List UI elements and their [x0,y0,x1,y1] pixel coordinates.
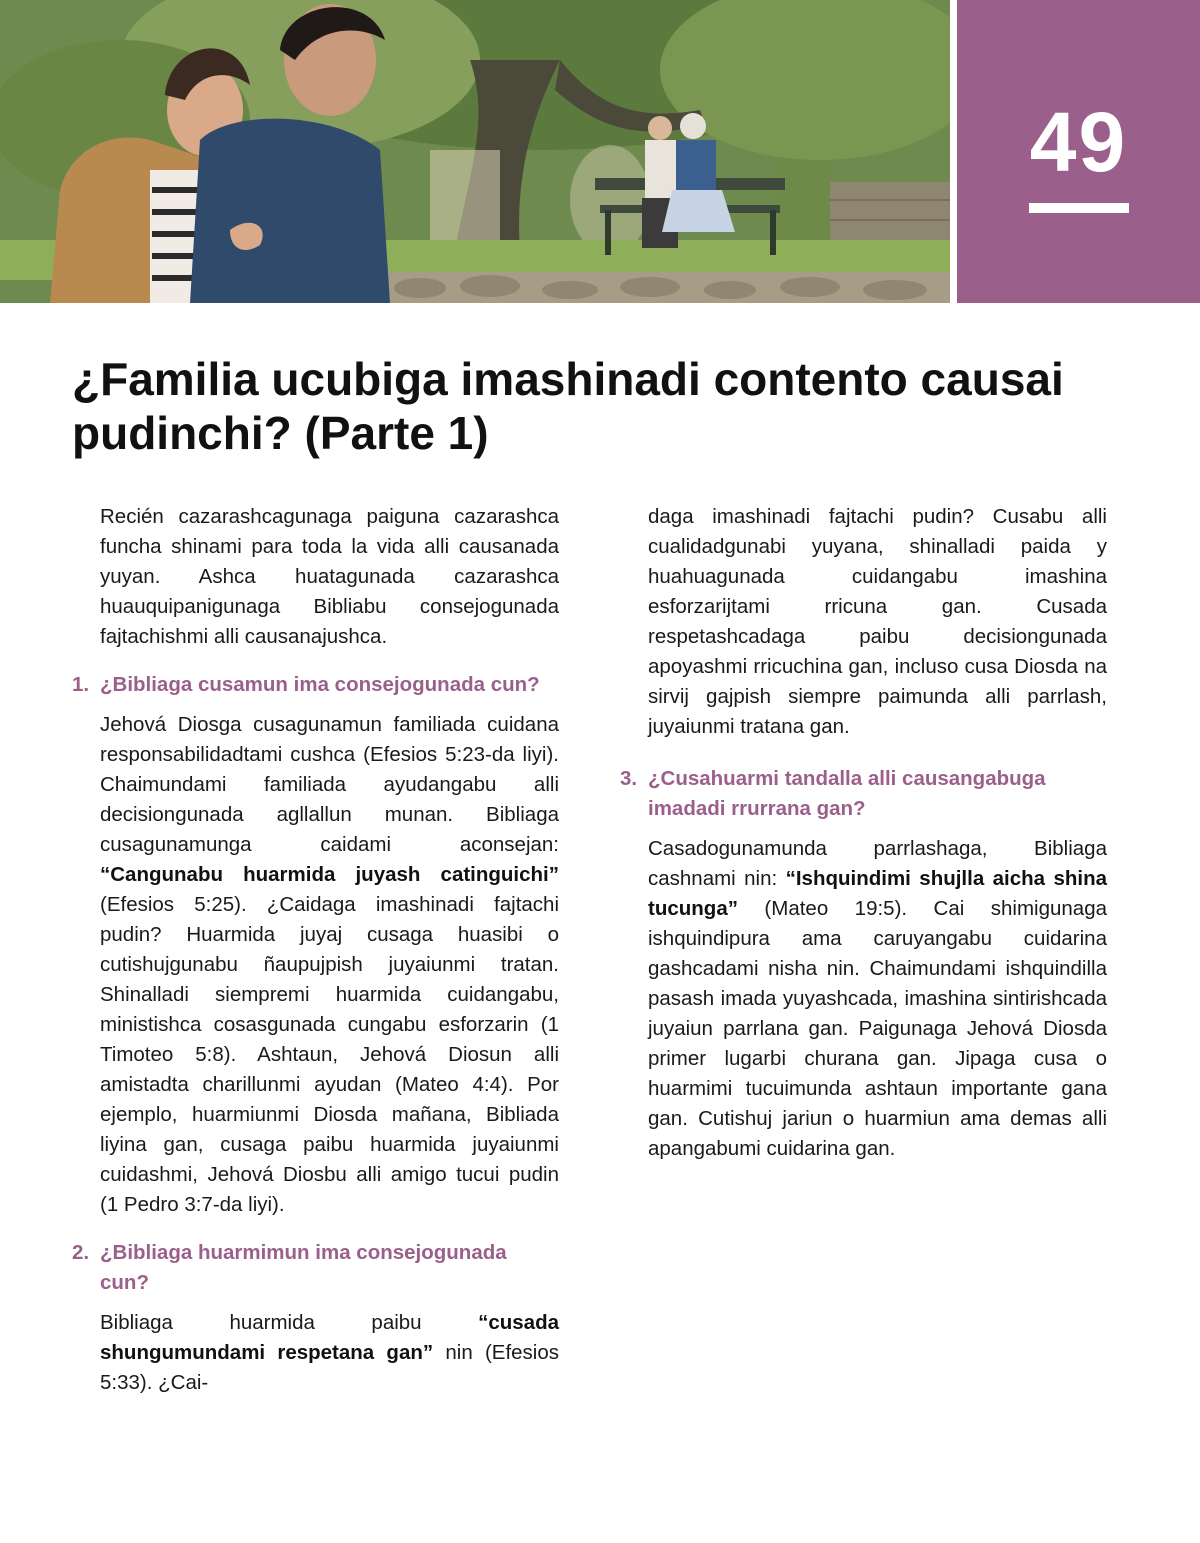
lesson-number-underline [1029,203,1129,213]
answer-2-part-b-start: nin (Efesios 5:33). ¿Cai- [100,1341,560,1394]
hero-photo [0,0,950,303]
right-column [620,502,1107,1178]
answer-1-part-a: Jehová Diosga cusagunamun familiada cuidana responsabilidadtami cushca (Efesios 5:23-da liyi). Chaimundami familiada ayudangabu alli decisiongunada agllallun munan. Bibliaga cusagunamunga caidami aconsejan: [100,713,559,856]
answer-2-quote: “cusada shungumundami respetana gan” [100,1311,559,1364]
question-2-number: 2. [72,1241,90,1264]
left-column [72,502,559,1398]
answer-3-paragraph [648,834,1107,1164]
question-3-text: ¿Cusahuarmi tandalla alli causangabuga imadadi rrurrana gan? [648,767,1046,820]
answer-2-part-a: Bibliaga huarmida paibu [100,1311,479,1334]
lesson-number-box [957,0,1200,303]
answer-1-paragraph [100,710,559,1220]
answer-3-part-a: Casadogunamunda parrlashaga, Bibliaga cashnami nin: [648,837,1107,890]
answer-2-paragraph-start [100,1308,559,1398]
answer-1-quote: “Cangunabu huarmida juyash catinguichi” [100,863,559,886]
answer-3-part-b: (Mateo 19:5). Cai shimigunaga ishquindipura ama caruyangabu cuidarina gashcadami nisha nin. Chaimundami ishquindilla pasash imada yuyashcada, imashina sintirishcada juyaiun parrlana gan. Paigunaga Jehová Diosda primer lugarbi churana gan. Jipaga cusa o huarmimi tucuimunda ashtaun importante gana gan. Cutishuj jariun o huarmiun ama demas alli apangabumi cuidarina gan. [648,897,1107,1160]
question-1-text: ¿Bibliaga cusamun ima consejogunada cun? [100,673,540,696]
question-2 [72,1238,559,1298]
lesson-number: 49 [1029,95,1128,189]
answer-3-quote: “Ishquindimi shujlla aicha shina tucunga” [648,867,1107,920]
question-1 [72,670,559,700]
answer-1-part-b: (Efesios 5:25). ¿Caidaga imashinadi fajtachi pudin? Huarmida juyaj cusaga huasibi o cutishujgunabu ñaupujpish juyaiunmi tratan. Shinalladi siempremi huarmida cuidangabu, ministishca cosasgunada cungabu esforzarin (1 Timoteo 5:8). Ashtaun, Jehová Diosun alli amistadta charillunmi ayudan (Mateo 4:4). Por ejemplo, huarmiunmi Diosda mañana, Bibliada liyina gan, cusaga paibu huarmida juyaiunmi cuidashmi, Jehová Diosbu alli amigo tucui pudin (1 Pedro 3:7-da liyi). [100,893,559,1216]
question-1-number: 1. [72,673,90,696]
intro-paragraph: Recién cazarashcagunaga paiguna cazarashca funcha shinami para toda la vida alli causanada yuyan. Ashca huatagunada cazarashca huauquipanigunaga Bibliabu consejogunada fajtachishmi alli causanajushca. [100,505,559,648]
question-3 [620,764,1107,824]
couple-in-park-photo [0,0,950,303]
page-title: ¿Familia ucubiga imashinadi contento causai pudinchi? (Parte 1) [72,353,1064,459]
question-2-text: ¿Bibliaga huarmimun ima consejogunada cun? [100,1241,507,1294]
question-3-number: 3. [620,767,638,790]
answer-2-paragraph-continued: daga imashinadi fajtachi pudin? Cusabu alli cualidadgunabi yuyana, shinalladi paida y huahuagunada cuidangabu imashina esforzarijtami rricuna gan. Cusada respetashcadaga paibu decisiongunada apoyashmi rricuchina gan, incluso cusa Diosda na sirvij gajpish siempre paimunda alli parrlash, juyaiunmi tratana gan. [648,505,1107,738]
